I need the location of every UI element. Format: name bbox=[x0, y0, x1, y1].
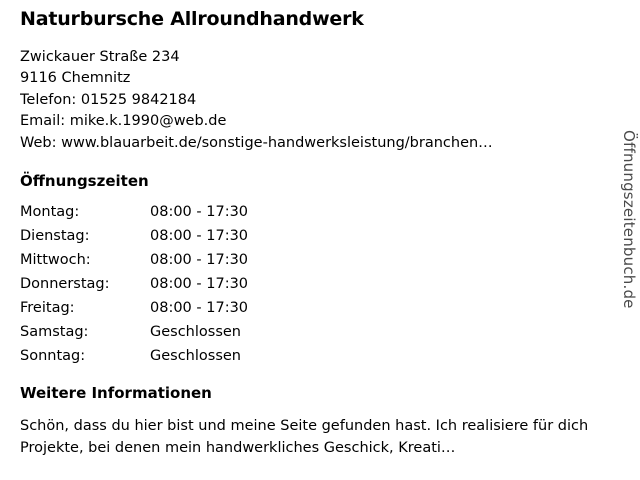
table-row bbox=[20, 324, 248, 348]
content-column bbox=[20, 8, 600, 459]
hours-day-label: Samstag: bbox=[20, 324, 89, 341]
table-row bbox=[20, 300, 248, 324]
table-row bbox=[20, 348, 248, 372]
hours-time-value: Geschlossen bbox=[150, 324, 241, 341]
address-block bbox=[20, 47, 600, 155]
hours-time-value: 08:00 - 17:30 bbox=[150, 300, 249, 317]
address-phone: Telefon: 01525 9842184 bbox=[20, 91, 197, 108]
watermark-label: Öffnungszeitenbuch.de bbox=[620, 130, 638, 309]
opening-hours-table bbox=[20, 204, 248, 372]
hours-time-value: 08:00 - 17:30 bbox=[150, 204, 249, 221]
address-street: Zwickauer Straße 234 bbox=[20, 48, 180, 65]
hours-day-label: Freitag: bbox=[20, 300, 75, 317]
hours-day-label: Montag: bbox=[20, 204, 80, 221]
table-row bbox=[20, 276, 248, 300]
table-row bbox=[20, 204, 248, 228]
hours-day-label: Donnerstag: bbox=[20, 276, 110, 293]
table-row bbox=[20, 252, 248, 276]
opening-hours-heading: Öffnungszeiten bbox=[20, 172, 149, 191]
more-information-text: Schön, dass du hier bist und meine Seite gefunden hast. Ich realisiere für dich Projekte, bei denen mein handwerkliches Geschick, Kreati… bbox=[20, 418, 589, 456]
hours-day-label: Sonntag: bbox=[20, 348, 86, 365]
hours-day-label: Dienstag: bbox=[20, 228, 90, 245]
address-email: Email: mike.k.1990@web.de bbox=[20, 113, 227, 130]
page-title: Naturbursche Allroundhandwerk bbox=[20, 8, 364, 30]
hours-time-value: 08:00 - 17:30 bbox=[150, 276, 249, 293]
hours-time-value: Geschlossen bbox=[150, 348, 241, 365]
hours-time-value: 08:00 - 17:30 bbox=[150, 252, 249, 269]
hours-day-label: Mittwoch: bbox=[20, 252, 91, 269]
address-city: 9116 Chemnitz bbox=[20, 70, 131, 87]
address-website[interactable]: Web: www.blauarbeit.de/sonstige-handwerksleistung/branchen… bbox=[20, 134, 493, 151]
hours-time-value: 08:00 - 17:30 bbox=[150, 228, 249, 245]
more-information-heading: Weitere Informationen bbox=[20, 384, 212, 403]
table-row bbox=[20, 228, 248, 252]
